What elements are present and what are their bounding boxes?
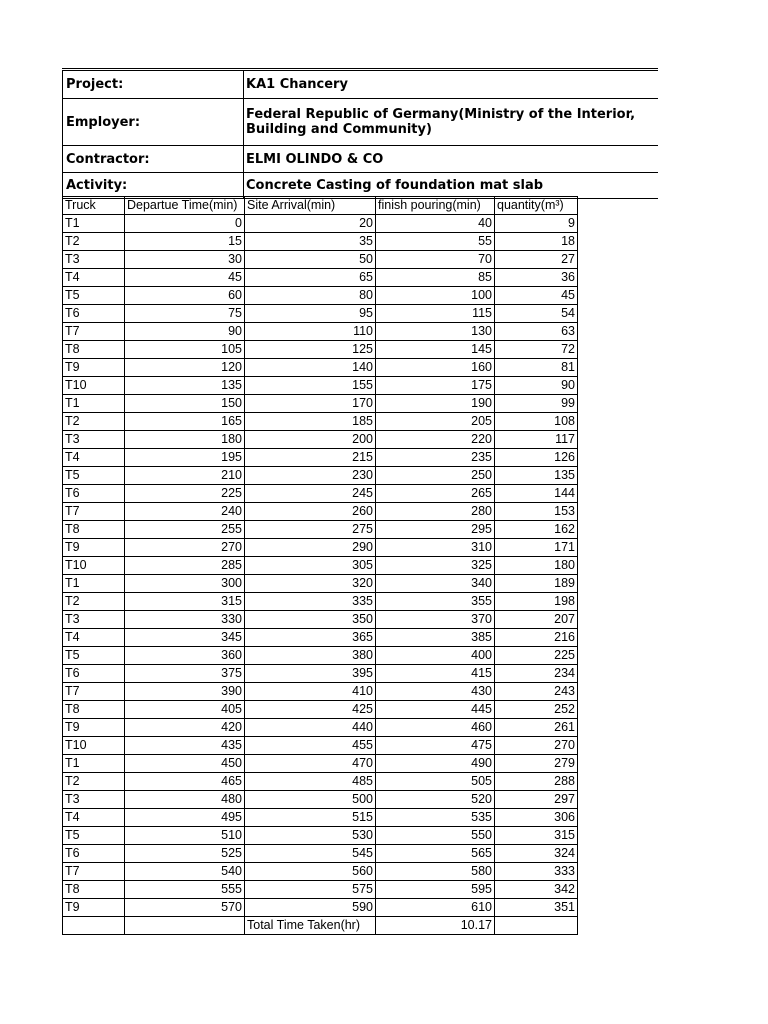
cell-quantity: 234 [495, 665, 578, 683]
cell-quantity: 279 [495, 755, 578, 773]
cell-truck: T1 [63, 575, 125, 593]
cell-departure: 540 [125, 863, 245, 881]
cell-finish: 460 [376, 719, 495, 737]
cell-departure: 195 [125, 449, 245, 467]
cell-truck: T10 [63, 377, 125, 395]
cell-departure: 30 [125, 251, 245, 269]
cell-finish: 505 [376, 773, 495, 791]
table-header-row [63, 197, 578, 215]
cell-finish: 325 [376, 557, 495, 575]
cell-departure: 0 [125, 215, 245, 233]
cell-truck: T4 [63, 629, 125, 647]
table-row [63, 251, 578, 269]
table-body [63, 197, 578, 935]
cell-truck: T3 [63, 611, 125, 629]
cell-finish: 370 [376, 611, 495, 629]
cell-departure: 315 [125, 593, 245, 611]
cell-finish: 205 [376, 413, 495, 431]
cell-finish: 160 [376, 359, 495, 377]
cell-arrival: 80 [245, 287, 376, 305]
cell-finish: 445 [376, 701, 495, 719]
table-row [63, 773, 578, 791]
cell-truck: T1 [63, 395, 125, 413]
project-value: KA1 Chancery [246, 77, 348, 92]
cell-truck: T5 [63, 467, 125, 485]
cell-truck: T8 [63, 881, 125, 899]
column-header-departure: Departue Time(min) [125, 197, 245, 215]
total-time-label: Total Time Taken(hr) [245, 917, 376, 935]
cell-departure: 525 [125, 845, 245, 863]
cell-finish: 490 [376, 755, 495, 773]
cell-truck: T6 [63, 305, 125, 323]
table-row [63, 287, 578, 305]
table-row [63, 539, 578, 557]
cell-quantity: 126 [495, 449, 578, 467]
table-row [63, 557, 578, 575]
cell-arrival: 395 [245, 665, 376, 683]
cell-arrival: 245 [245, 485, 376, 503]
cell-truck: T7 [63, 503, 125, 521]
cell-quantity: 54 [495, 305, 578, 323]
cell-finish: 400 [376, 647, 495, 665]
truck-schedule-table [62, 196, 578, 935]
cell-quantity: 36 [495, 269, 578, 287]
cell-truck: T2 [63, 233, 125, 251]
cell-arrival: 500 [245, 791, 376, 809]
cell-arrival: 95 [245, 305, 376, 323]
cell-quantity: 252 [495, 701, 578, 719]
cell-quantity: 153 [495, 503, 578, 521]
cell-finish: 115 [376, 305, 495, 323]
cell-departure: 135 [125, 377, 245, 395]
table-row [63, 737, 578, 755]
cell-quantity: 108 [495, 413, 578, 431]
table-row [63, 755, 578, 773]
table-row [63, 305, 578, 323]
table-row [63, 611, 578, 629]
table-row [63, 413, 578, 431]
cell-finish: 430 [376, 683, 495, 701]
table-row [63, 647, 578, 665]
cell-truck: T3 [63, 791, 125, 809]
table-row [63, 827, 578, 845]
cell-finish: 280 [376, 503, 495, 521]
cell-departure: 120 [125, 359, 245, 377]
activity-label: Activity: [62, 173, 244, 198]
cell-finish: 580 [376, 863, 495, 881]
employer-row [62, 99, 658, 146]
table-row [63, 521, 578, 539]
cell-arrival: 185 [245, 413, 376, 431]
cell-truck: T5 [63, 287, 125, 305]
cell-arrival: 275 [245, 521, 376, 539]
cell-arrival: 545 [245, 845, 376, 863]
cell-departure: 330 [125, 611, 245, 629]
cell-arrival: 155 [245, 377, 376, 395]
cell-quantity: 270 [495, 737, 578, 755]
cell-truck: T5 [63, 827, 125, 845]
cell-finish: 550 [376, 827, 495, 845]
cell-quantity: 243 [495, 683, 578, 701]
cell-departure: 555 [125, 881, 245, 899]
project-label: Project: [62, 71, 244, 98]
cell-arrival: 590 [245, 899, 376, 917]
table-row [63, 701, 578, 719]
cell-departure: 405 [125, 701, 245, 719]
cell-finish: 85 [376, 269, 495, 287]
cell-quantity: 45 [495, 287, 578, 305]
table-row [63, 467, 578, 485]
cell-arrival: 200 [245, 431, 376, 449]
cell-truck: T6 [63, 485, 125, 503]
cell-departure: 495 [125, 809, 245, 827]
cell-truck: T4 [63, 269, 125, 287]
cell-finish: 610 [376, 899, 495, 917]
cell-departure: 285 [125, 557, 245, 575]
cell-quantity: 180 [495, 557, 578, 575]
table-row [63, 269, 578, 287]
cell-arrival: 410 [245, 683, 376, 701]
table-row [63, 665, 578, 683]
cell-departure: 420 [125, 719, 245, 737]
cell-quantity: 117 [495, 431, 578, 449]
cell-finish: 235 [376, 449, 495, 467]
cell-arrival: 485 [245, 773, 376, 791]
column-header-arrival: Site Arrival(min) [245, 197, 376, 215]
cell-arrival: 260 [245, 503, 376, 521]
column-header-truck: Truck [63, 197, 125, 215]
table-row [63, 575, 578, 593]
cell-quantity: 189 [495, 575, 578, 593]
cell-departure: 390 [125, 683, 245, 701]
cell-truck: T5 [63, 647, 125, 665]
cell-arrival: 440 [245, 719, 376, 737]
cell-finish: 520 [376, 791, 495, 809]
cell-quantity: 27 [495, 251, 578, 269]
cell-quantity: 99 [495, 395, 578, 413]
cell-quantity: 324 [495, 845, 578, 863]
cell-truck: T7 [63, 323, 125, 341]
cell-finish: 70 [376, 251, 495, 269]
cell-arrival: 365 [245, 629, 376, 647]
table-row [63, 593, 578, 611]
cell-quantity: 9 [495, 215, 578, 233]
cell-departure: 570 [125, 899, 245, 917]
cell-finish: 265 [376, 485, 495, 503]
cell-truck: T9 [63, 359, 125, 377]
cell-departure: 270 [125, 539, 245, 557]
cell-quantity: 63 [495, 323, 578, 341]
cell-finish: 220 [376, 431, 495, 449]
cell-finish: 100 [376, 287, 495, 305]
cell-quantity: 315 [495, 827, 578, 845]
cell-finish: 250 [376, 467, 495, 485]
cell-arrival: 530 [245, 827, 376, 845]
total-row [63, 917, 578, 935]
cell-quantity: 207 [495, 611, 578, 629]
cell-truck: T2 [63, 593, 125, 611]
total-empty-cell [125, 917, 245, 935]
cell-quantity: 144 [495, 485, 578, 503]
cell-arrival: 305 [245, 557, 376, 575]
cell-departure: 60 [125, 287, 245, 305]
cell-departure: 45 [125, 269, 245, 287]
total-time-value: 10.17 [376, 917, 495, 935]
cell-quantity: 288 [495, 773, 578, 791]
cell-departure: 360 [125, 647, 245, 665]
table-row [63, 863, 578, 881]
table-row [63, 341, 578, 359]
table-row [63, 449, 578, 467]
cell-truck: T9 [63, 719, 125, 737]
contractor-label: Contractor: [62, 146, 244, 172]
cell-quantity: 351 [495, 899, 578, 917]
cell-finish: 175 [376, 377, 495, 395]
cell-arrival: 20 [245, 215, 376, 233]
table-row [63, 683, 578, 701]
table-row [63, 359, 578, 377]
cell-arrival: 515 [245, 809, 376, 827]
cell-quantity: 72 [495, 341, 578, 359]
table-row [63, 899, 578, 917]
total-empty-cell [495, 917, 578, 935]
cell-departure: 150 [125, 395, 245, 413]
table-row [63, 431, 578, 449]
cell-arrival: 215 [245, 449, 376, 467]
cell-departure: 15 [125, 233, 245, 251]
cell-quantity: 198 [495, 593, 578, 611]
contractor-row [62, 146, 658, 173]
cell-truck: T1 [63, 215, 125, 233]
employer-label: Employer: [62, 99, 244, 145]
cell-departure: 465 [125, 773, 245, 791]
cell-finish: 310 [376, 539, 495, 557]
table-row [63, 395, 578, 413]
cell-finish: 385 [376, 629, 495, 647]
cell-departure: 510 [125, 827, 245, 845]
cell-truck: T10 [63, 737, 125, 755]
cell-quantity: 297 [495, 791, 578, 809]
table-row [63, 809, 578, 827]
cell-arrival: 50 [245, 251, 376, 269]
cell-truck: T1 [63, 755, 125, 773]
cell-quantity: 225 [495, 647, 578, 665]
table-row [63, 791, 578, 809]
cell-finish: 565 [376, 845, 495, 863]
cell-arrival: 350 [245, 611, 376, 629]
cell-truck: T9 [63, 539, 125, 557]
column-header-finish: finish pouring(min) [376, 197, 495, 215]
activity-value: Concrete Casting of foundation mat slab [246, 178, 544, 193]
cell-quantity: 90 [495, 377, 578, 395]
cell-quantity: 135 [495, 467, 578, 485]
cell-finish: 475 [376, 737, 495, 755]
cell-arrival: 380 [245, 647, 376, 665]
cell-arrival: 290 [245, 539, 376, 557]
cell-departure: 180 [125, 431, 245, 449]
table-row [63, 485, 578, 503]
cell-truck: T8 [63, 521, 125, 539]
cell-departure: 375 [125, 665, 245, 683]
table-row [63, 503, 578, 521]
cell-finish: 535 [376, 809, 495, 827]
cell-arrival: 125 [245, 341, 376, 359]
cell-departure: 435 [125, 737, 245, 755]
cell-departure: 300 [125, 575, 245, 593]
contractor-value: ELMI OLINDO & CO [246, 151, 384, 167]
cell-truck: T6 [63, 845, 125, 863]
cell-quantity: 261 [495, 719, 578, 737]
cell-departure: 90 [125, 323, 245, 341]
cell-finish: 295 [376, 521, 495, 539]
cell-arrival: 425 [245, 701, 376, 719]
cell-arrival: 170 [245, 395, 376, 413]
cell-truck: T3 [63, 251, 125, 269]
cell-finish: 145 [376, 341, 495, 359]
cell-truck: T8 [63, 701, 125, 719]
cell-finish: 40 [376, 215, 495, 233]
employer-value [244, 99, 658, 145]
cell-quantity: 342 [495, 881, 578, 899]
cell-departure: 75 [125, 305, 245, 323]
cell-arrival: 575 [245, 881, 376, 899]
cell-finish: 130 [376, 323, 495, 341]
table-row [63, 845, 578, 863]
cell-truck: T7 [63, 863, 125, 881]
cell-truck: T8 [63, 341, 125, 359]
cell-finish: 340 [376, 575, 495, 593]
table-row [63, 881, 578, 899]
cell-quantity: 81 [495, 359, 578, 377]
total-empty-cell [63, 917, 125, 935]
column-header-quantity: quantity(m³) [495, 197, 578, 215]
cell-finish: 55 [376, 233, 495, 251]
cell-truck: T9 [63, 899, 125, 917]
cell-truck: T2 [63, 413, 125, 431]
employer-value-line1: Federal Republic of Germany(Ministry of the Interior, [246, 107, 636, 122]
cell-departure: 240 [125, 503, 245, 521]
project-header [62, 68, 658, 199]
table-row [63, 323, 578, 341]
cell-truck: T4 [63, 449, 125, 467]
cell-finish: 595 [376, 881, 495, 899]
cell-finish: 415 [376, 665, 495, 683]
cell-departure: 225 [125, 485, 245, 503]
cell-quantity: 306 [495, 809, 578, 827]
cell-arrival: 230 [245, 467, 376, 485]
cell-arrival: 470 [245, 755, 376, 773]
cell-arrival: 320 [245, 575, 376, 593]
cell-quantity: 216 [495, 629, 578, 647]
cell-truck: T2 [63, 773, 125, 791]
project-row [62, 71, 658, 99]
cell-arrival: 560 [245, 863, 376, 881]
cell-departure: 210 [125, 467, 245, 485]
employer-value-line2: Building and Community) [246, 122, 432, 137]
cell-truck: T10 [63, 557, 125, 575]
cell-departure: 255 [125, 521, 245, 539]
cell-arrival: 335 [245, 593, 376, 611]
cell-arrival: 455 [245, 737, 376, 755]
cell-truck: T3 [63, 431, 125, 449]
cell-arrival: 110 [245, 323, 376, 341]
table-row [63, 215, 578, 233]
cell-quantity: 18 [495, 233, 578, 251]
table-row [63, 233, 578, 251]
cell-quantity: 162 [495, 521, 578, 539]
cell-finish: 190 [376, 395, 495, 413]
table-row [63, 629, 578, 647]
cell-departure: 345 [125, 629, 245, 647]
cell-arrival: 140 [245, 359, 376, 377]
cell-departure: 165 [125, 413, 245, 431]
cell-quantity: 333 [495, 863, 578, 881]
cell-truck: T7 [63, 683, 125, 701]
cell-finish: 355 [376, 593, 495, 611]
cell-truck: T4 [63, 809, 125, 827]
cell-arrival: 65 [245, 269, 376, 287]
cell-departure: 480 [125, 791, 245, 809]
cell-departure: 450 [125, 755, 245, 773]
table-row [63, 377, 578, 395]
cell-truck: T6 [63, 665, 125, 683]
cell-departure: 105 [125, 341, 245, 359]
table-row [63, 719, 578, 737]
cell-quantity: 171 [495, 539, 578, 557]
cell-arrival: 35 [245, 233, 376, 251]
